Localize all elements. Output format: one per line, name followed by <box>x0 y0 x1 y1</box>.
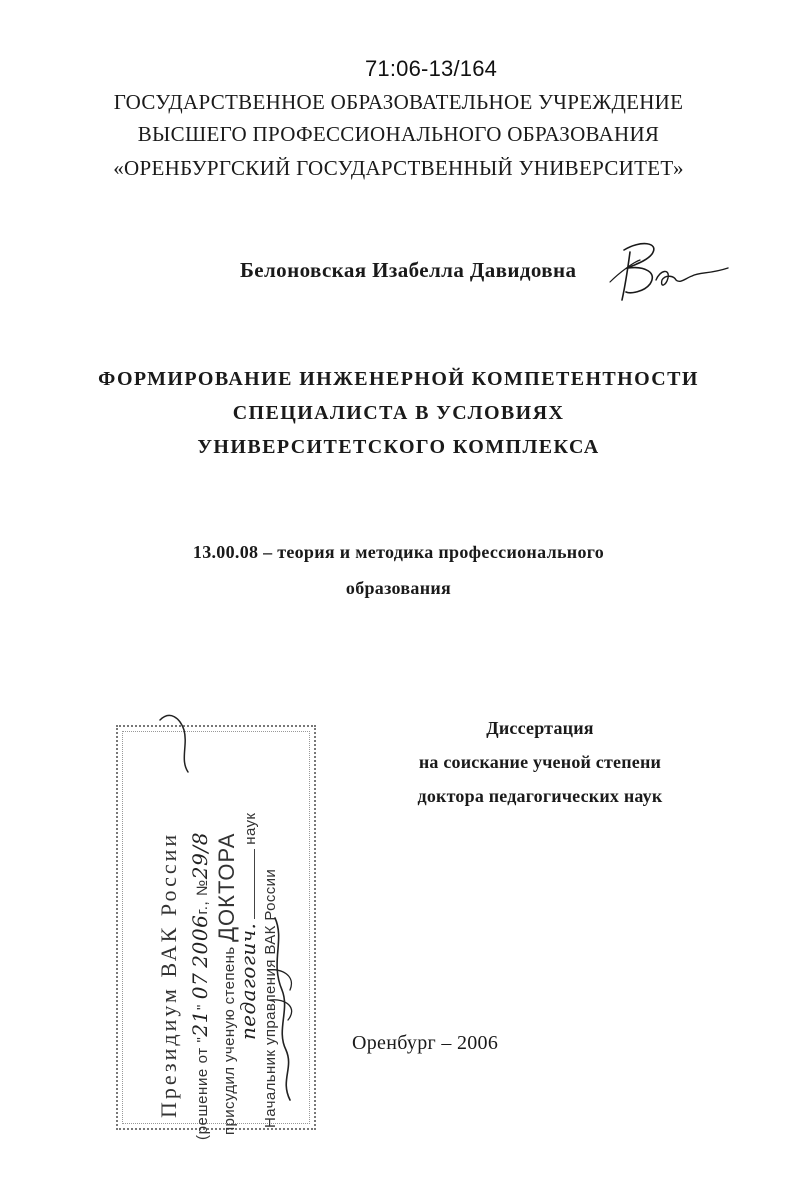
stamp-degree-word: ДОКТОРА <box>214 832 239 942</box>
archive-code: 71:06-13/164 <box>365 56 498 81</box>
institution-line-1: ГОСУДАРСТВЕННОЕ ОБРАЗОВАТЕЛЬНОЕ УЧРЕЖДЕНИЕ <box>113 90 684 114</box>
stamp-line-field: педагогич.наук <box>236 812 260 1040</box>
stamp-hand-field: педагогич. <box>236 922 260 1040</box>
dissertation-line-1: Диссертация <box>486 718 594 738</box>
stamp-hand-year: 2006 <box>188 914 212 968</box>
institution-line-2: ВЫСШЕГО ПРОФЕССИОНАЛЬНОГО ОБРАЗОВАНИЯ <box>137 122 660 146</box>
stamp-line-head: Начальник управления ВАК России <box>262 868 279 1128</box>
specialty-line-2: образования <box>345 578 452 598</box>
stamp-hand-day: 21 <box>188 1009 212 1037</box>
author-name: Белоновская Изабелла Давидовна <box>240 258 577 282</box>
specialty-line-1: 13.00.08 – теория и методика профессионального <box>192 542 605 562</box>
dissertation-line-3: доктора педагогических наук <box>417 786 663 806</box>
stamp-line-decision: (решение от "21" 07 2006г., №29/8 <box>188 831 212 1140</box>
handwritten-signature <box>600 222 740 312</box>
stamp-hand-number: 29/8 <box>188 831 212 880</box>
city-year: Оренбург – 2006 <box>352 1032 499 1054</box>
stamp-line-degree: присудил ученую степень ДОКТОРА <box>214 832 239 1135</box>
stamp-handwritten-signature <box>100 700 330 1130</box>
title-line-3: УНИВЕРСИТЕТСКОГО КОМПЛЕКСА <box>197 436 600 458</box>
institution-line-3: «ОРЕНБУРГСКИЙ ГОСУДАРСТВЕННЫЙ УНИВЕРСИТЕТ» <box>113 156 684 180</box>
title-line-1: ФОРМИРОВАНИЕ ИНЖЕНЕРНОЙ КОМПЕТЕНТНОСТИ <box>98 368 699 390</box>
title-line-2: СПЕЦИАЛИСТА В УСЛОВИЯХ <box>232 402 565 424</box>
stamp-line-presidium: Президиум ВАК России <box>156 831 181 1118</box>
stamp-hand-month: 07 <box>188 972 212 1000</box>
dissertation-line-2: на соискание ученой степени <box>418 752 662 772</box>
